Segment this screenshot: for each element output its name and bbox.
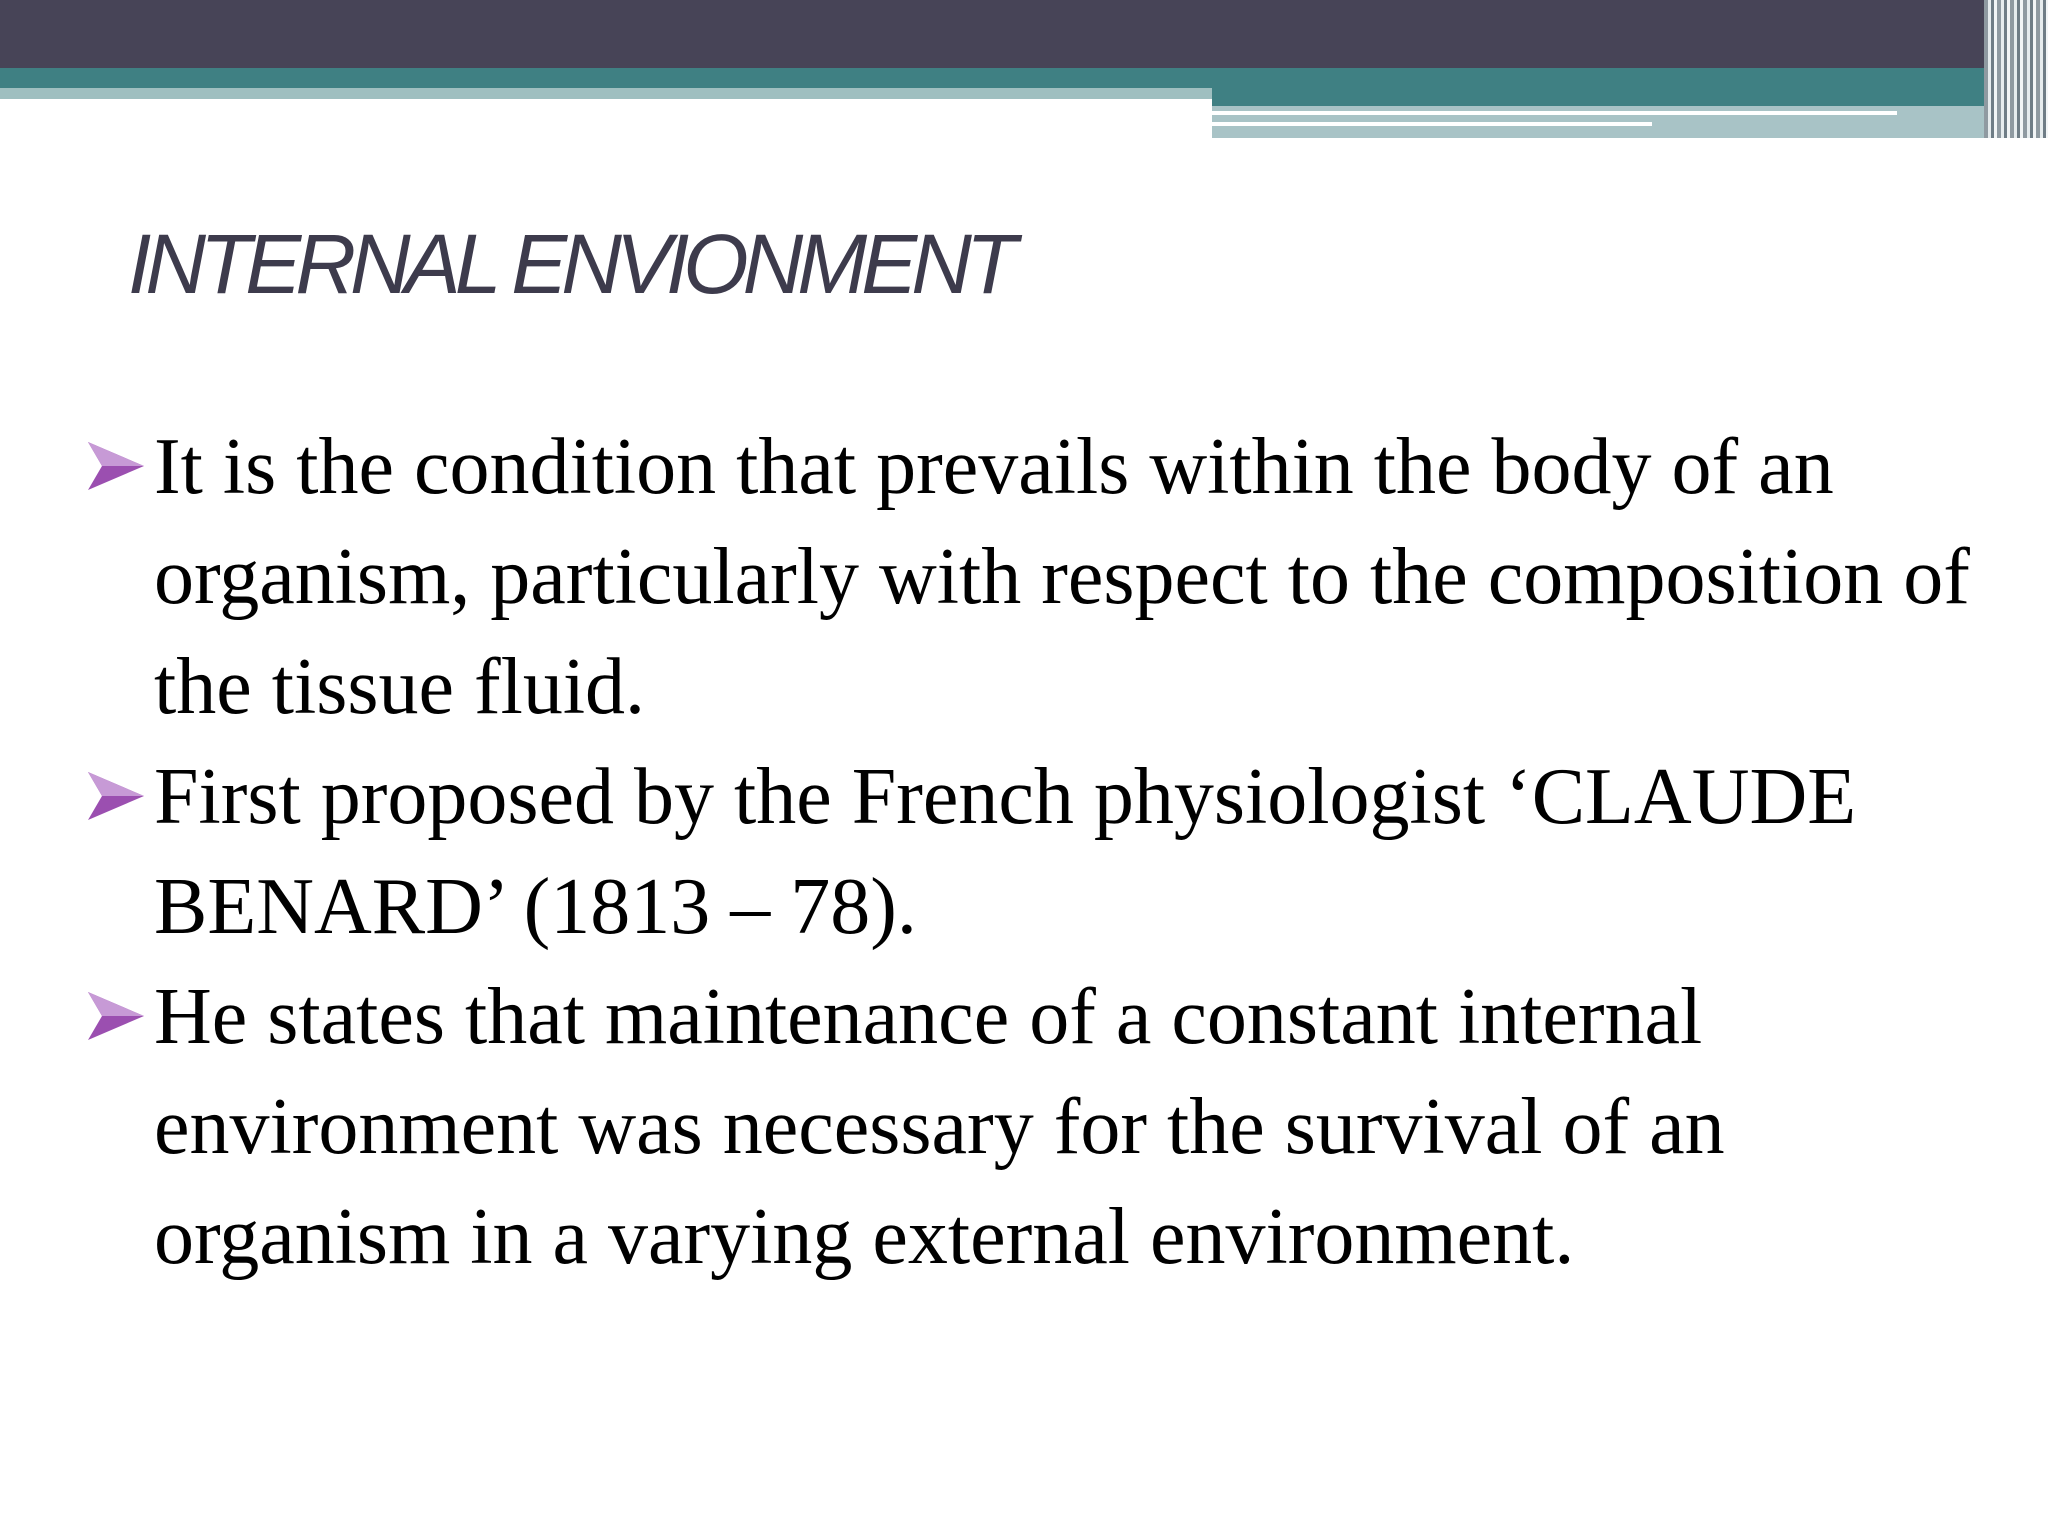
header-dark-band <box>0 0 2048 68</box>
header-divider-line <box>1212 122 1652 126</box>
bullet-text: It is the condition that prevails within the body of an organism, particularly with respect to the composition of the tissue fluid. <box>154 423 1970 731</box>
header-light-band-left <box>0 88 1212 99</box>
header-teal-band-right <box>1212 88 2048 106</box>
header-divider-line <box>1212 111 1897 115</box>
bullet-item <box>84 742 2004 962</box>
bullet-item <box>84 412 2004 742</box>
arrow-bullet-icon <box>84 984 148 1048</box>
header-vertical-stripes <box>1984 0 2048 138</box>
bullet-list <box>84 412 2004 1292</box>
arrow-bullet-icon <box>84 764 148 828</box>
bullet-text: First proposed by the French physiologist ‘CLAUDE BENARD’ (1813 – 78). <box>154 753 1857 951</box>
slide-title: INTERNAL ENVIONMENT <box>128 217 1012 311</box>
arrow-bullet-icon <box>84 434 148 498</box>
bullet-text: He states that maintenance of a constant internal environment was necessary for the survival of an organism in a varying external environment. <box>154 973 1725 1281</box>
header-teal-band <box>0 68 2048 88</box>
bullet-item <box>84 962 2004 1292</box>
